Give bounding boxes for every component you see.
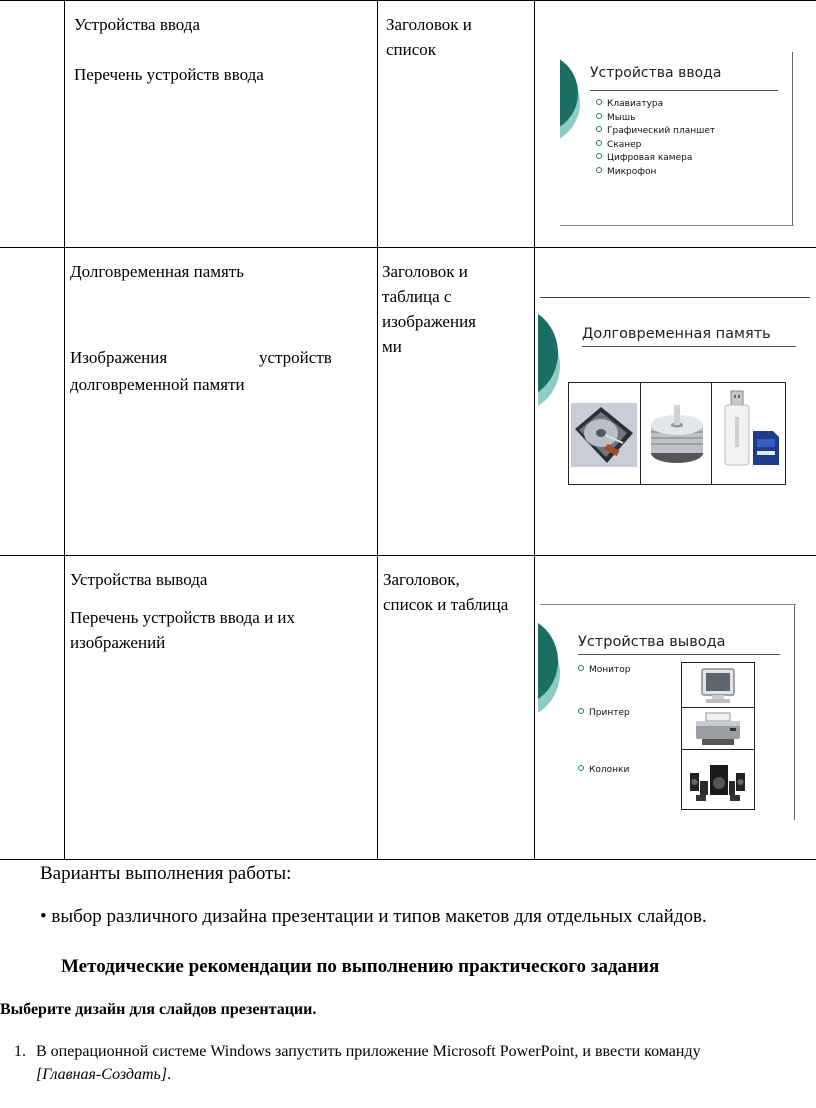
row3-description: Перечень устройств ввода и их изображений bbox=[70, 608, 296, 652]
list-item: Колонки bbox=[578, 764, 629, 778]
layout-line: Заголовок и bbox=[382, 262, 468, 281]
slide1-title-underline bbox=[590, 90, 778, 91]
list-item: Цифровая камера bbox=[596, 152, 715, 166]
list-item: Клавиатура bbox=[596, 98, 715, 112]
slide2-title: Долговременная память bbox=[582, 326, 771, 342]
image-cell-divider bbox=[640, 383, 641, 484]
row1-title: Устройства ввода bbox=[74, 15, 200, 34]
layout-line: изображения bbox=[382, 312, 476, 331]
list-item: Сканер bbox=[596, 139, 715, 153]
slide3-title: Устройства вывода bbox=[578, 634, 726, 650]
slide1-title: Устройства ввода bbox=[590, 65, 722, 81]
slide-border-right bbox=[794, 604, 795, 820]
step1-line2 bbox=[36, 1066, 171, 1084]
slide-border-right bbox=[792, 52, 793, 226]
step1-text: В операционной системе Windows запустить приложение Microsoft PowerPoint, и ввести команду bbox=[36, 1043, 701, 1060]
layout-line: Заголовок, bbox=[383, 570, 460, 589]
row3-layout bbox=[383, 567, 508, 617]
slide2-title-underline bbox=[582, 346, 796, 347]
col-divider-2 bbox=[377, 0, 378, 860]
slide-input-devices bbox=[560, 50, 794, 226]
slide-border-bottom bbox=[560, 225, 794, 226]
row2-desc-line2: долговременной памяти bbox=[70, 375, 245, 394]
step-heading: Выберите дизайн для слайдов презентации. bbox=[0, 1001, 317, 1018]
slide-long-term-memory bbox=[538, 296, 812, 496]
step1-period: . bbox=[167, 1066, 172, 1083]
list-item: Мышь bbox=[596, 112, 715, 126]
device-cell-divider bbox=[682, 707, 754, 708]
row1-layout: Заголовок и список bbox=[386, 15, 472, 59]
row2-desc-word1: Изображения bbox=[70, 348, 168, 367]
list-item: Монитор bbox=[578, 664, 630, 678]
step1-number: 1. bbox=[14, 1043, 26, 1060]
col-divider-1 bbox=[64, 0, 65, 860]
list-item: Графический планшет bbox=[596, 125, 715, 139]
slide-top-line bbox=[540, 604, 796, 605]
variants-heading: Варианты выполнения работы: bbox=[40, 863, 292, 884]
table-top-border bbox=[0, 0, 816, 1]
device-table bbox=[681, 662, 755, 810]
usb-flash-image bbox=[721, 387, 783, 479]
layout-line: список и таблица bbox=[383, 595, 509, 614]
row2-desc-word2: устройств bbox=[259, 348, 332, 367]
row-divider-2 bbox=[0, 555, 816, 556]
row-divider-1 bbox=[0, 247, 816, 248]
device-cell-divider bbox=[682, 749, 754, 750]
row2-layout bbox=[382, 259, 476, 359]
row3-title: Устройства вывода bbox=[70, 570, 208, 589]
list-item: Принтер bbox=[578, 707, 630, 721]
method-heading: Методические рекомендации по выполнению практического задания bbox=[61, 956, 660, 977]
layout-line: таблица с bbox=[382, 287, 452, 306]
row1-description: Перечень устройств ввода bbox=[74, 65, 264, 84]
cd-spindle-image bbox=[649, 401, 705, 467]
slide-top-line bbox=[540, 297, 810, 298]
hdd-image bbox=[571, 403, 637, 467]
step1-command: [Главная-Создать] bbox=[36, 1066, 168, 1083]
slide3-title-underline bbox=[578, 654, 780, 655]
layout-line: ми bbox=[382, 337, 402, 356]
image-cell-divider bbox=[711, 383, 712, 484]
row2-title: Долговременная память bbox=[70, 262, 244, 281]
list-item: Микрофон bbox=[596, 166, 715, 180]
printer-image bbox=[694, 711, 742, 747]
variants-bullet: • выбор различного дизайна презентации и типов макетов для отдельных слайдов. bbox=[40, 906, 707, 927]
monitor-image bbox=[696, 667, 740, 705]
col-divider-3 bbox=[534, 0, 535, 860]
image-table bbox=[568, 382, 786, 485]
slide1-list bbox=[596, 98, 715, 179]
table-bottom-border bbox=[0, 859, 816, 860]
slide-output-devices bbox=[538, 604, 798, 820]
speakers-image bbox=[688, 755, 748, 803]
